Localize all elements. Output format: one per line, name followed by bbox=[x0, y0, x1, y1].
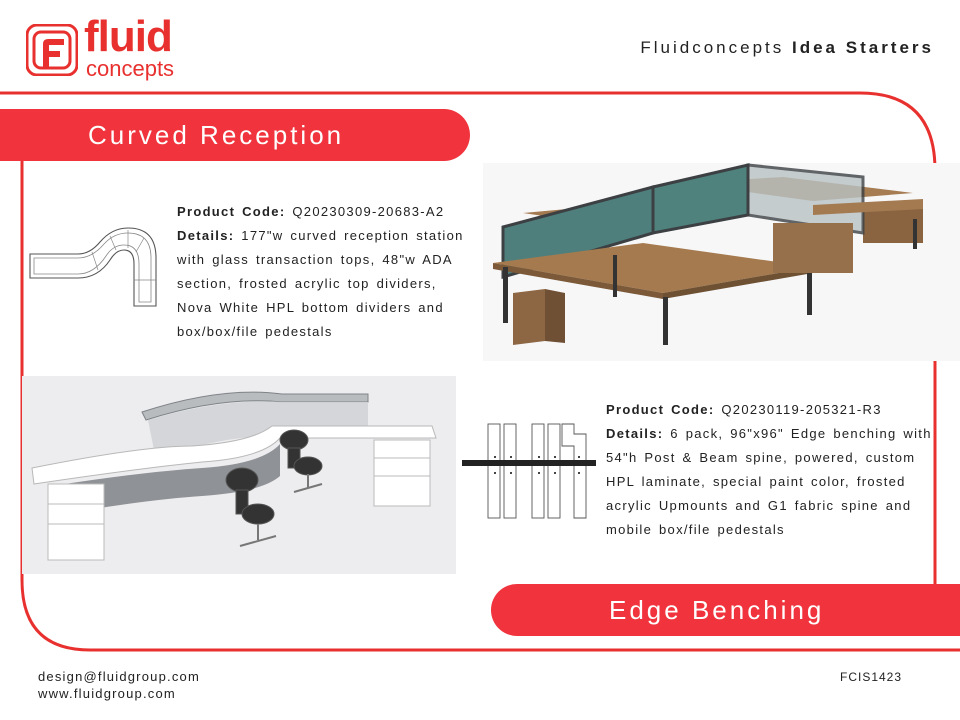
footer-website-link[interactable]: www.fluidgroup.com bbox=[38, 686, 176, 701]
product-code-line bbox=[177, 200, 467, 224]
product-code-label: Product Code: bbox=[606, 402, 715, 417]
curved-reception-banner: Curved Reception bbox=[0, 109, 470, 161]
edge-benching-photo bbox=[483, 163, 960, 361]
details-value: 6 pack, 96"x96" Edge benching with 54"h Post & Beam spine, powered, custom HPL laminate, special paint color, frosted acrylic Upmounts and G1 fabric spine and mobile box/file pedestals bbox=[606, 426, 932, 537]
product-code-value: Q20230119-205321-R3 bbox=[721, 402, 882, 417]
edge-benching-plan-drawing bbox=[460, 416, 598, 522]
product-code-value: Q20230309-20683-A2 bbox=[292, 204, 445, 219]
header-title-regular: Fluidconcepts bbox=[640, 38, 785, 57]
footer-email-link[interactable]: design@fluidgroup.com bbox=[38, 669, 200, 684]
header-title-bold: Idea Starters bbox=[792, 38, 934, 57]
edge-benching-spec bbox=[606, 398, 936, 542]
curved-reception-photo bbox=[22, 376, 456, 574]
curved-reception-spec bbox=[177, 200, 467, 344]
details-line bbox=[606, 422, 936, 542]
details-value: 177"w curved reception station with glass transaction tops, 48"w ADA section, frosted acrylic top dividers, Nova White HPL bottom dividers and box/box/file pedestals bbox=[177, 228, 464, 339]
logo-word-concepts: concepts bbox=[86, 56, 175, 81]
product-code-line bbox=[606, 398, 936, 422]
fluid-concepts-logo bbox=[26, 12, 186, 81]
logo-mark-icon bbox=[26, 24, 78, 76]
logo-word-fluid: fluid bbox=[84, 12, 172, 61]
edge-benching-banner: Edge Benching bbox=[491, 584, 960, 636]
product-code-label: Product Code: bbox=[177, 204, 286, 219]
header-title bbox=[640, 38, 934, 58]
details-line bbox=[177, 224, 467, 344]
details-label: Details: bbox=[177, 228, 235, 243]
document-code: FCIS1423 bbox=[840, 670, 903, 684]
curved-reception-plan-drawing bbox=[28, 220, 158, 312]
details-label: Details: bbox=[606, 426, 664, 441]
